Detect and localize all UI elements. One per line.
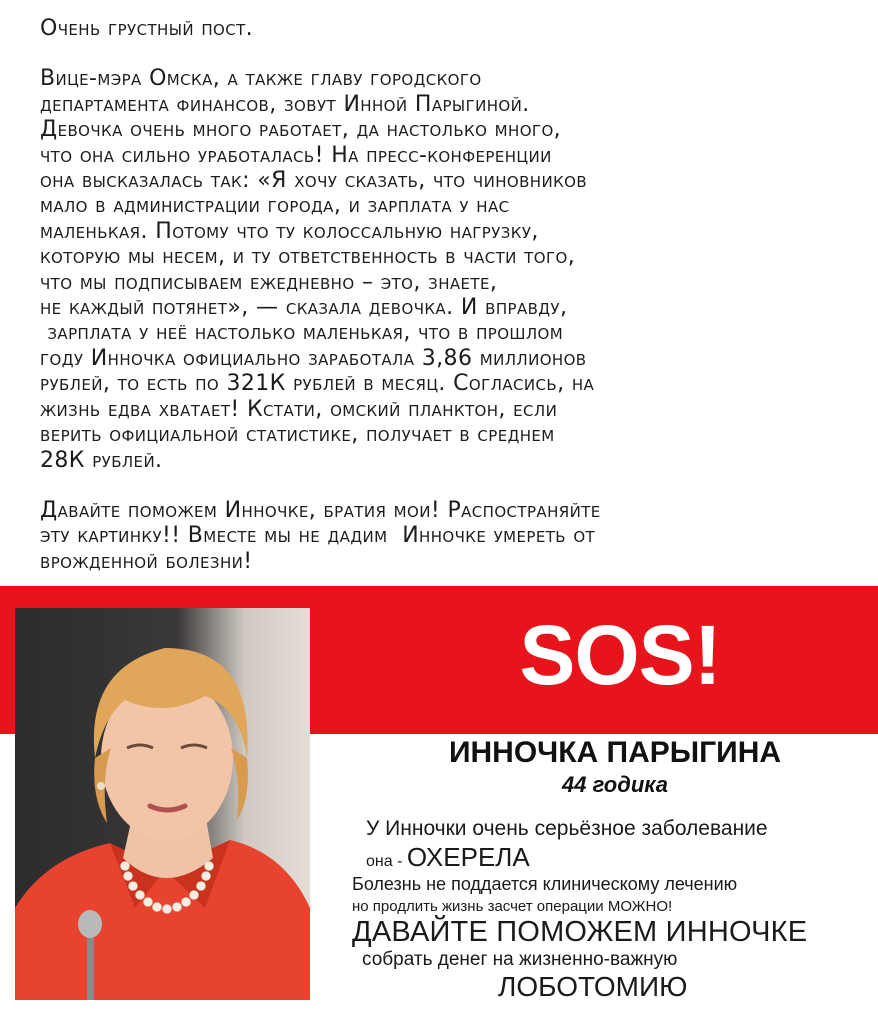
sos-poster	[0, 586, 878, 1024]
paragraph-line: которую мы несем, и ту ответственность в части того,	[40, 244, 576, 270]
paragraph-line: врожденной болезни!	[40, 548, 253, 574]
sos-headline: SOS!	[519, 608, 721, 702]
paragraph-line: не каждый потянет», — сказала девочка. И вправду,	[40, 295, 568, 321]
paragraph-line: департамента финансов, зовут Инной Парыгиной.	[40, 91, 530, 117]
person-age: 44 годика	[562, 772, 668, 797]
paragraph-line: она высказалась так: «Я хочу сказать, что чиновников	[40, 168, 588, 194]
post-title: Очень грустный пост.	[40, 16, 254, 41]
paragraph-line: Давайте поможем Инночке, братия мои! Распостраняйте	[40, 497, 601, 523]
portrait-photo	[15, 608, 310, 1000]
portrait-illustration	[15, 608, 310, 1000]
poster-line-6: собрать денег на жизненно-важную	[362, 949, 678, 970]
paragraph-line: верить официальной статистике, получает в среднем	[40, 422, 555, 448]
poster-line-1: У Инночки очень серьёзное заболевание	[366, 817, 768, 840]
poster-line-2	[366, 844, 530, 875]
poster-line-4: но продлить жизнь засчет операции МОЖНО!	[352, 898, 673, 915]
paragraph-line: зарплата у неё настолько маленькая, что в прошлом	[40, 320, 564, 346]
poster-line-3: Болезнь не поддается клиническому лечению	[352, 874, 738, 894]
poster-line-2-prefix: она -	[366, 853, 403, 870]
paragraph-line: рублей, то есть по 321К рублей в месяц. Согласись, на	[40, 371, 595, 397]
paragraph-line: году Инночка официально заработала 3,86 миллионов	[40, 345, 587, 371]
person-name: ИННОЧКА ПАРЫГИНА	[448, 736, 782, 769]
paragraph-line: что мы подписываем ежедневно – это, знаете,	[40, 269, 498, 295]
paragraph-line: маленькая. Потому что ту колоссальную нагрузку,	[40, 218, 539, 244]
paragraph-line: Девочка очень много работает, да настолько много,	[40, 117, 562, 143]
paragraph-line: мало в администрации города, и зарплата у нас	[40, 193, 510, 219]
poster-line-7: ЛОБОТОМИЮ	[498, 971, 688, 1002]
paragraph-line: эту картинку!! Вместе мы не дадим Инночке умереть от	[40, 523, 596, 549]
post-paragraph-1	[40, 66, 870, 473]
poster-line-5: ДАВАЙТЕ ПОМОЖЕМ ИННОЧКЕ	[352, 916, 808, 948]
paragraph-line: Вице-мэра Омска, а также главу городского	[40, 66, 482, 92]
paragraph-line: 28К рублей.	[40, 447, 163, 473]
poster-line-2-highlight: ОХЕРЕЛА	[406, 842, 530, 872]
paragraph-line: жизнь едва хватает! Кстати, омский планктон, если	[40, 396, 558, 422]
post-paragraph-2	[40, 498, 870, 574]
post-text	[40, 16, 870, 574]
paragraph-line: что она сильно уработалась! На пресс-конференции	[40, 142, 552, 168]
